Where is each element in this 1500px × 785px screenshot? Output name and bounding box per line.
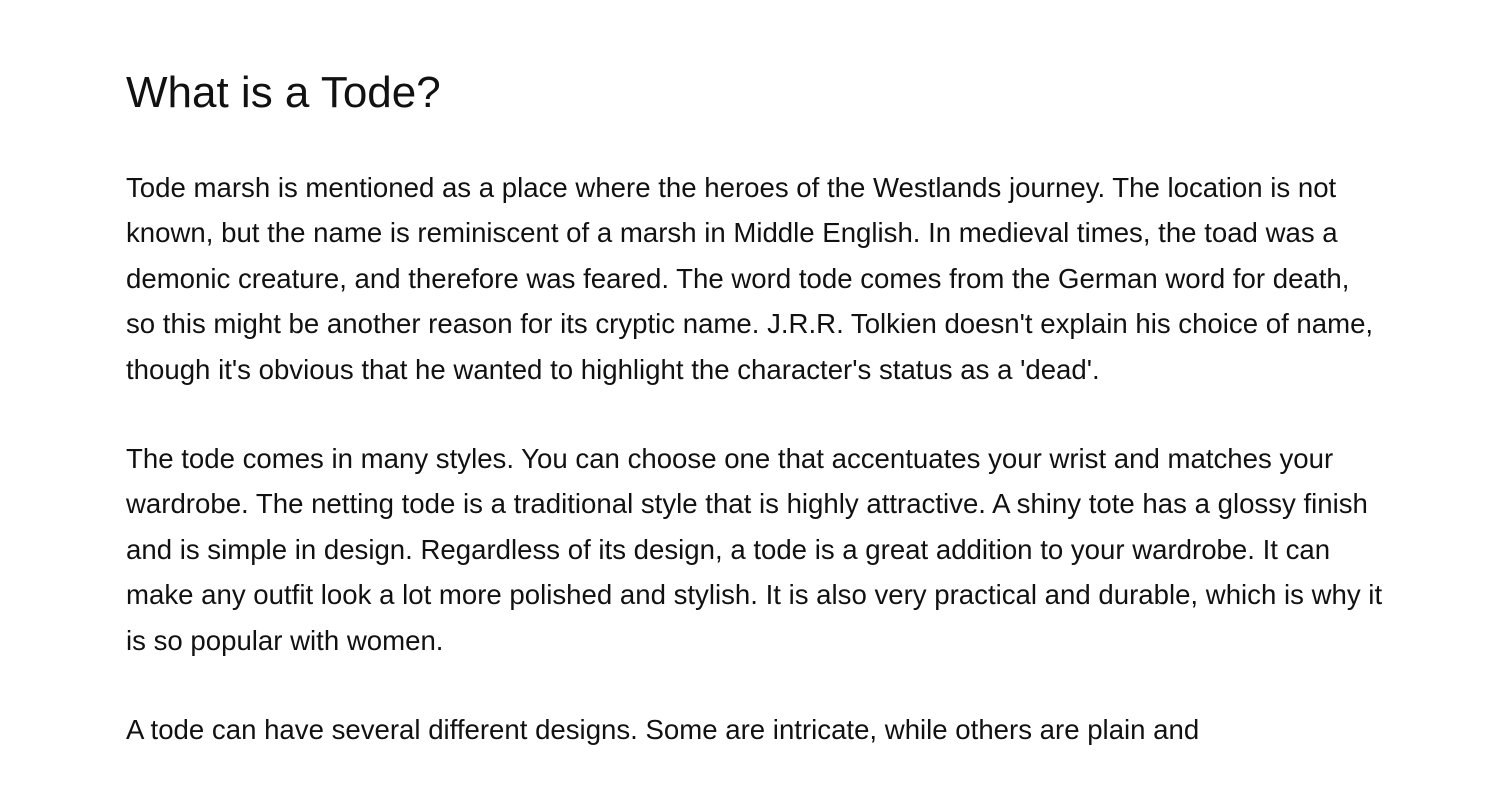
paragraph-3: A tode can have several different designs. Some are intricate, while others are plain and xyxy=(126,714,1200,746)
paragraph-2: The tode comes in many styles. You can choose one that accentuates your wrist and matches your wardrobe. The netting tode is a traditional style that is highly attractive. A shiny tote has a glossy finish and is simple in design. Regardless of its design, a tode is a great addition to your wardrobe. It can make any outfit look a lot more polished and stylish. It is also very practical and durable, which is why it is so popular with women. xyxy=(126,443,1383,656)
paragraph-1: Tode marsh is mentioned as a place where the heroes of the Westlands journey. The location is not known, but the name is reminiscent of a marsh in Middle English. In medieval times, the toad was a demonic creature, and therefore was feared. The word tode comes from the German word for death, so this might be another reason for its cryptic name. J.R.R. Tolkien doesn't explain his choice of name, though it's obvious that he wanted to highlight the character's status as a 'dead'. xyxy=(126,172,1374,385)
article-title: What is a Tode? xyxy=(126,68,441,117)
article-body xyxy=(126,66,1386,752)
